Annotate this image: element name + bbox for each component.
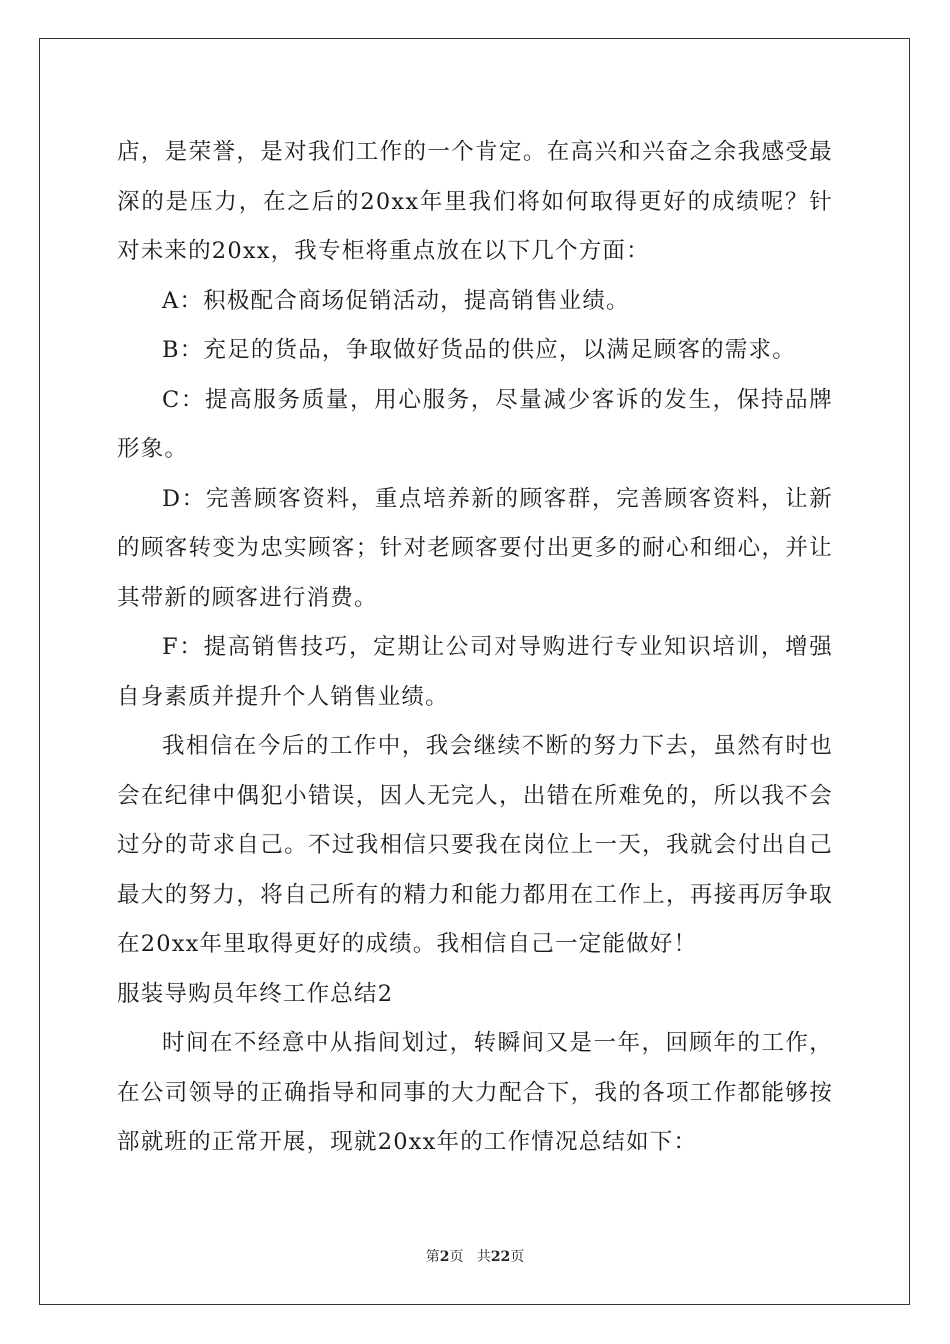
total-prefix: 共 (476, 1249, 491, 1265)
paragraph-5: D：完善顾客资料，重点培养新的顾客群，完善顾客资料，让新的顾客转变为忠实顾客；针对老顾客要付出更多的耐心和细心，并让其带新的顾客进行消费。 (117, 485, 833, 611)
page-total: 22 (490, 1249, 511, 1265)
paragraph-3: B：充足的货品，争取做好货品的供应，以满足顾客的需求。 (162, 337, 796, 363)
page-unit: 页 (449, 1249, 464, 1265)
paragraph-6: F：提高销售技巧，定期让公司对导购进行专业知识培训，增强自身素质并提升个人销售业绩。 (117, 634, 833, 710)
section-heading: 服装导购员年终工作总结2 (117, 980, 394, 1007)
paragraph-4: C：提高服务质量，用心服务，尽量减少客诉的发生，保持品牌形象。 (117, 386, 833, 462)
document-body (117, 128, 833, 1168)
page-prefix: 第 (425, 1249, 440, 1265)
paragraph-2: A：积极配合商场促销活动，提高销售业绩。 (162, 287, 630, 314)
paragraph-8: 时间在不经意中从指间划过，转瞬间又是一年，回顾年的工作，在公司领导的正确指导和同事的大力配合下，我的各项工作都能够按部就班的正常开展，现就20xx年的工作情况总结如下： (117, 1030, 833, 1155)
page-current: 2 (439, 1249, 450, 1265)
paragraph-1: 店，是荣誉，是对我们工作的一个肯定。在高兴和兴奋之余我感受最深的是压力，在之后的20xx年里我们将如何取得更好的成绩呢？针对未来的20xx，我专柜将重点放在以下几个方面： (117, 139, 833, 264)
total-unit: 页 (510, 1249, 525, 1265)
page-footer (0, 1246, 950, 1266)
paragraph-7: 我相信在今后的工作中，我会继续不断的努力下去，虽然有时也会在纪律中偶犯小错误，因人无完人，出错在所难免的，所以我不会过分的苛求自己。不过我相信只要我在岗位上一天，我就会付出自己最大的努力，将自己所有的精力和能力都用在工作上，再接再厉争取在20xx年里取得更好的成绩。我相信自己一定能做好！ (117, 733, 833, 957)
